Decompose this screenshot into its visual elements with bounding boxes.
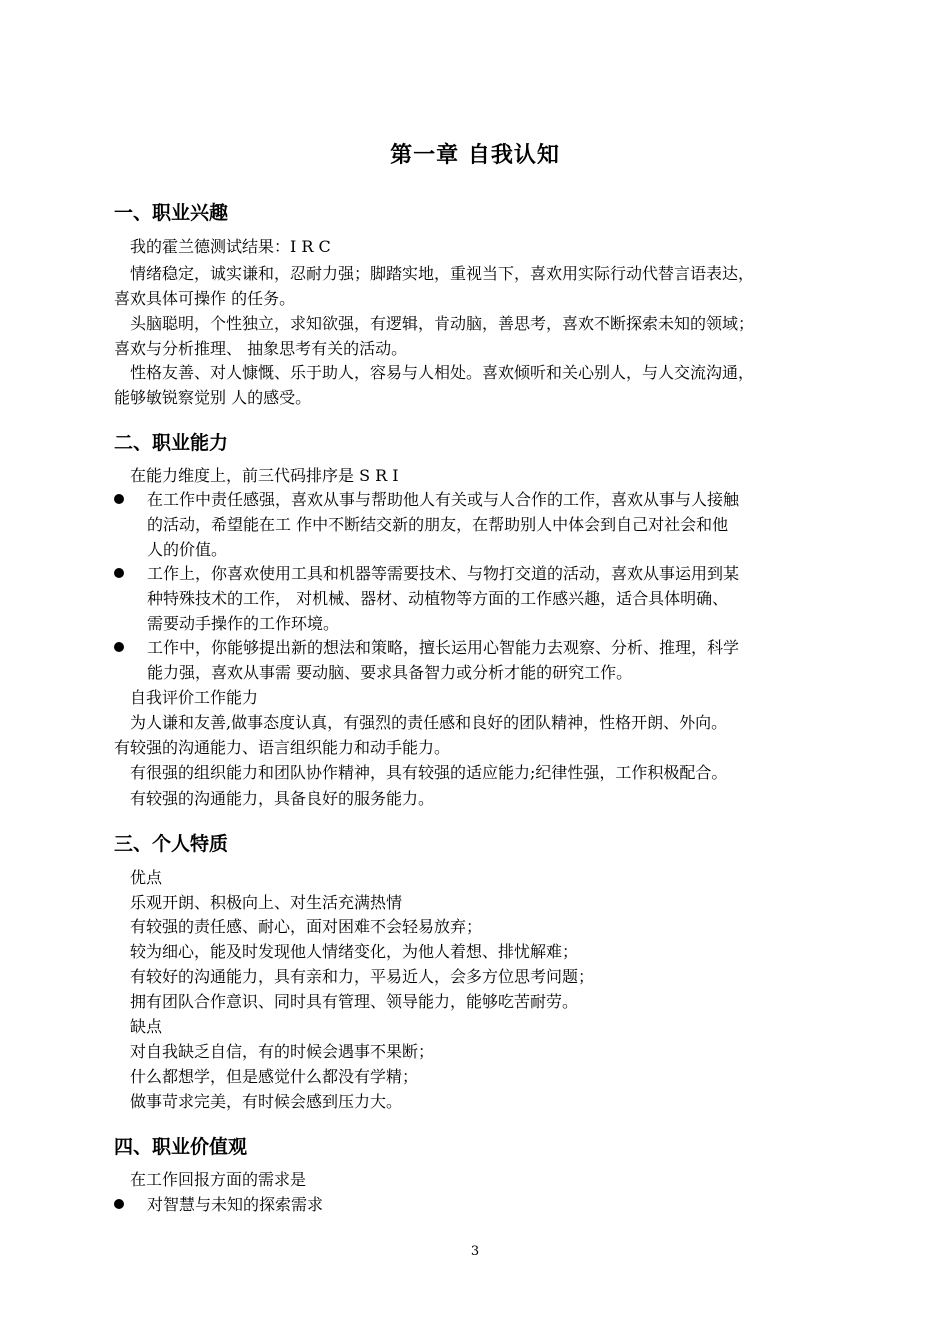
bullet-line: 需要动手操作的工作环境。 <box>147 614 340 633</box>
paragraph-line: 拥有团队合作意识、同时具有管理、领导能力，能够吃苦耐劳。 <box>130 992 579 1011</box>
paragraph-line: 在工作回报方面的需求是 <box>130 1170 307 1189</box>
section-heading-interests: 一、职业兴趣 <box>114 202 229 224</box>
bullet-icon <box>114 1199 124 1209</box>
paragraph-line: 有较强的沟通能力、语言组织能力和动手能力。 <box>114 738 451 757</box>
paragraph-line: 我的霍兰德测试结果：I R C <box>130 237 331 256</box>
bullet-line: 对智慧与未知的探索需求 <box>147 1195 324 1214</box>
bullet-line: 能力强，喜欢从事需 要动脑、要求具备智力或分析才能的研究工作。 <box>147 663 633 682</box>
bullet-line: 种特殊技术的工作， 对机械、器材、动植物等方面的工作感兴趣，适合具体明确、 <box>147 589 729 608</box>
paragraph-line: 优点 <box>130 868 163 887</box>
section-heading-traits: 三、个人特质 <box>114 833 229 855</box>
paragraph-line: 喜欢与分析推理、 抽象思考有关的活动。 <box>114 339 408 358</box>
paragraph-line: 什么都想学，但是感觉什么都没有学精； <box>130 1067 419 1086</box>
paragraph-line: 头脑聪明，个性独立，求知欲强，有逻辑，肯动脑，善思考，喜欢不断探索未知的领域； <box>130 314 755 333</box>
paragraph-line: 喜欢具体可操作 的任务。 <box>114 289 296 308</box>
paragraph-line: 自我评价工作能力 <box>130 688 259 707</box>
bullet-line: 人的价值。 <box>147 540 228 559</box>
section-heading-values: 四、职业价值观 <box>114 1136 248 1158</box>
bullet-icon <box>114 494 124 504</box>
paragraph-line: 性格友善、对人慷慨、乐于助人，容易与人相处。喜欢倾听和关心别人，与人交流沟通， <box>130 363 755 382</box>
section-heading-abilities: 二、职业能力 <box>114 432 229 454</box>
paragraph-line: 情绪稳定，诚实谦和，忍耐力强；脚踏实地，重视当下，喜欢用实际行动代替言语表达， <box>130 264 755 283</box>
page-number: 3 <box>470 1244 480 1259</box>
bullet-icon <box>114 568 124 578</box>
paragraph-line: 乐观开朗、积极向上、对生活充满热情 <box>130 893 403 912</box>
chapter-title: 第一章 自我认知 <box>390 143 560 168</box>
bullet-line: 的活动，希望能在工 作中不断结交新的朋友，在帮助别人中体会到自己对社会和他 <box>147 515 729 534</box>
paragraph-line: 做事苛求完美，有时候会感到压力大。 <box>130 1092 403 1111</box>
paragraph-line: 缺点 <box>130 1017 163 1036</box>
paragraph-line: 有很强的组织能力和团队协作精神，具有较强的适应能力;纪律性强，工作积极配合。 <box>130 763 728 782</box>
paragraph-line: 能够敏锐察觉别 人的感受。 <box>114 388 312 407</box>
paragraph-line: 较为细心，能及时发现他人情绪变化，为他人着想、排忧解难； <box>130 942 579 961</box>
bullet-icon <box>114 642 124 652</box>
paragraph-line: 有较好的沟通能力，具有亲和力，平易近人，会多方位思考问题； <box>130 967 595 986</box>
bullet-line: 在工作中责任感强，喜欢从事与帮助他人有关或与人合作的工作，喜欢从事与人接触 <box>147 490 740 509</box>
paragraph-line: 有较强的责任感、耐心，面对困难不会轻易放弃； <box>130 917 483 936</box>
paragraph-line: 为人谦和友善,做事态度认真，有强烈的责任感和良好的团队精神，性格开朗、外向。 <box>130 713 728 732</box>
bullet-line: 工作中，你能够提出新的想法和策略，擅长运用心智能力去观察、分析、推理，科学 <box>147 638 740 657</box>
paragraph-line: 在能力维度上，前三代码排序是 S R I <box>130 466 399 485</box>
paragraph-line: 有较强的沟通能力，具备良好的服务能力。 <box>130 789 435 808</box>
paragraph-line: 对自我缺乏自信，有的时候会遇事不果断； <box>130 1042 435 1061</box>
bullet-line: 工作上，你喜欢使用工具和机器等需要技术、与物打交道的活动，喜欢从事运用到某 <box>147 564 740 583</box>
